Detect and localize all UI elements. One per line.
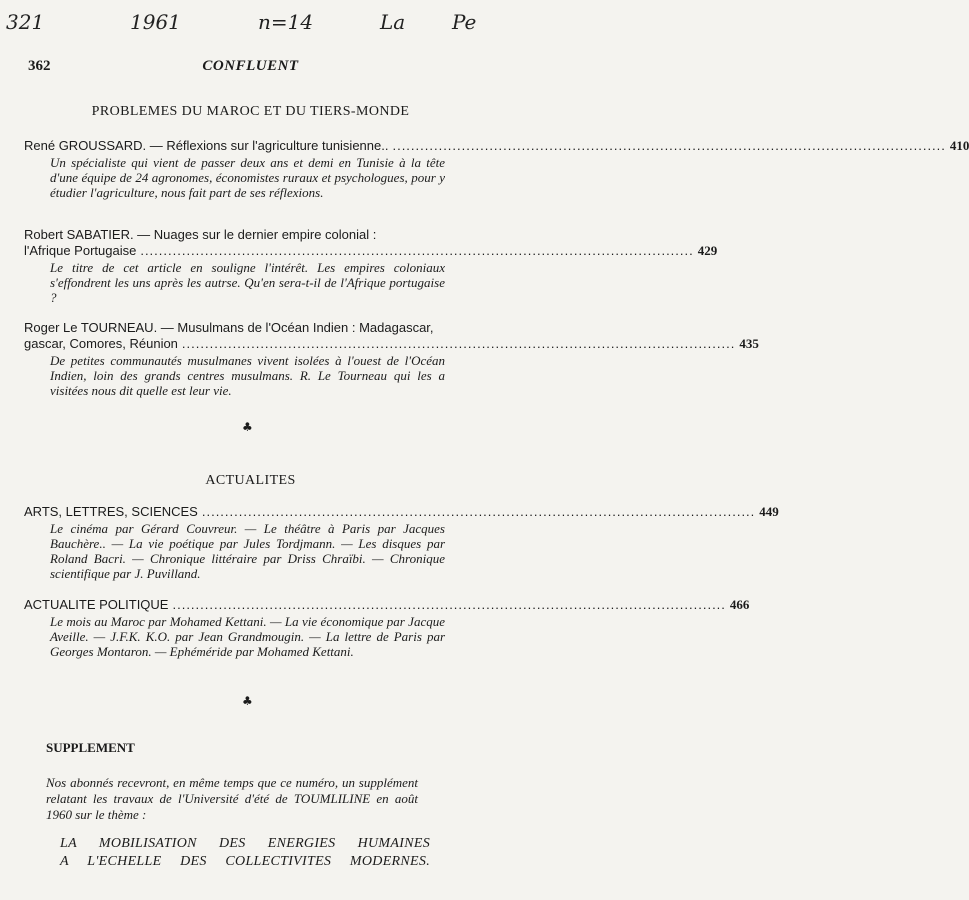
running-head: CONFLUENT: [202, 58, 299, 74]
entry-title: Robert SABATIER. — Nuages sur le dernier empire colonial :: [24, 227, 377, 242]
club-ornament: ♣: [242, 420, 253, 434]
handwritten-note: 321: [6, 10, 45, 34]
entry-title: ARTS, LETTRES, SCIENCES: [24, 504, 198, 519]
dot-leader: ........................................................................................................................: [181, 336, 736, 351]
theme-line: LA MOBILISATION DES ENERGIES HUMAINES: [60, 836, 430, 851]
entry-heading: [24, 138, 969, 154]
section-title: PROBLEMES DU MAROC ET DU TIERS-MONDE: [91, 104, 410, 119]
entry-page: 466: [729, 597, 750, 612]
entry-title: René GROUSSARD. — Réflexions sur l'agriculture tunisienne..: [24, 138, 389, 153]
handwritten-note: n=14: [258, 10, 314, 34]
entry-title: ACTUALITE POLITIQUE: [24, 597, 169, 612]
section-title: ACTUALITES: [205, 473, 296, 488]
entry-description: Un spécialiste qui vient de passer deux ans et demi en Tunisie à la tête d'une équipe de 24 agronomes, économistes ruraux et psychologues, pour y étudier l'agriculture, nous fait part de ses réflexions.: [50, 155, 445, 200]
club-ornament: ♣: [242, 694, 253, 708]
entry-heading: [24, 504, 779, 520]
entry-description: Le titre de cet article en souligne l'intérêt. Les empires coloniaux s'effondrent les uns après les autrse. Qu'en sera-t-il de l'Afrique portugaise ?: [50, 260, 445, 305]
entry-title-cont: l'Afrique Portugaise: [24, 243, 137, 258]
handwritten-note: La: [380, 10, 406, 34]
entry-title-cont: gascar, Comores, Réunion: [24, 336, 178, 351]
entry-heading: [24, 243, 718, 259]
supplement-theme: [60, 835, 430, 871]
entry-page: 429: [697, 243, 718, 258]
toc-entry: [24, 227, 718, 305]
entry-page: 410: [949, 138, 969, 153]
entry-description: Le cinéma par Gérard Couvreur. — Le théâtre à Paris par Jacques Bauchère.. — La vie poétique par Jules Tordjmann. — Les disques par Roland Bacri. — Chronique littéraire par Driss Chraïbi. — Chronique scientifique par J. Puvilland.: [50, 521, 445, 581]
toc-entry: [24, 597, 750, 659]
theme-line: A L'ECHELLE DES COLLECTIVITES MODERNES.: [60, 854, 430, 869]
supplement-title: SUPPLEMENT: [46, 740, 135, 755]
supplement-description: Nos abonnés recevront, en même temps que ce numéro, un supplément relatant les travaux de l'Université d'été de TOUMLILINE en août 1960 sur le thème :: [46, 775, 418, 822]
entry-heading: [24, 597, 750, 613]
entry-page: 435: [739, 336, 759, 351]
entry-title: Roger Le TOURNEAU. — Musulmans de l'Océan Indien : Madagascar,: [24, 320, 434, 335]
dot-leader: ........................................................................................................................: [201, 504, 756, 519]
dot-leader: ........................................................................................................................: [392, 138, 946, 153]
toc-entry: [24, 138, 969, 200]
toc-entry: [24, 504, 779, 581]
entry-description: De petites communautés musulmanes vivent isolées à l'ouest de l'Océan Indien, loin des grands centres musulmans. R. Le Tourneau qui les a visitées nous dit quelle est leur vie.: [50, 353, 445, 398]
toc-entry: [24, 320, 759, 398]
entry-page: 449: [759, 504, 779, 519]
handwritten-note: 1961: [130, 10, 181, 34]
entry-description: Le mois au Maroc par Mohamed Kettani. — La vie économique par Jacque Aveille. — J.F.K. K.O. par Jean Grandmougin. — La lettre de Paris par Georges Montaron. — Ephéméride par Mohamed Kettani.: [50, 614, 445, 659]
dot-leader: ........................................................................................................................: [172, 597, 726, 612]
dot-leader: ........................................................................................................................: [140, 243, 694, 258]
handwritten-note: Pe: [452, 10, 477, 34]
page-number: 362: [28, 58, 51, 74]
entry-heading: [24, 336, 759, 352]
